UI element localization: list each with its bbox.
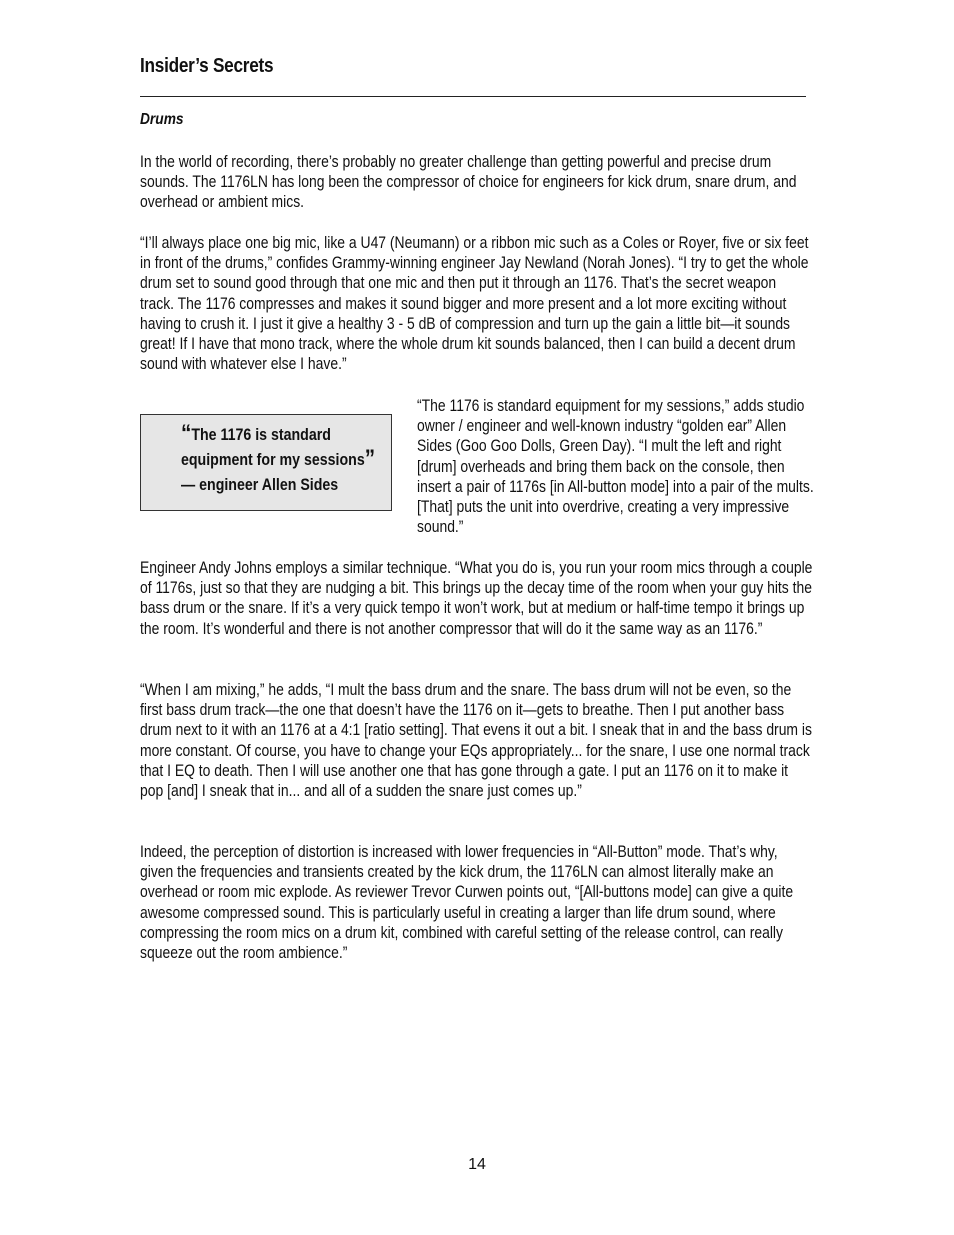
body-paragraph-all-button-mode: Indeed, the perception of distortion is increased with lower frequencies in “All-Button” mode. That’s why, given the frequencies and transients created by the kick drum, the 1176LN can almost literally make an overhead or room mic explode. As reviewer Trevor Curwen points out, “[All-buttons mode] can give a quite awesome compressed sound. This is particularly useful in creating a larger than life drum sound, where compressing the room mics on a drum kit, combined with careful setting of the release control, can really squeeze out the room ambience.” (140, 843, 794, 963)
pull-quote-line-1: “The 1176 is standard (181, 420, 331, 447)
body-paragraph-mixing-quote: “When I am mixing,” he adds, “I mult the bass drum and the snare. The bass drum will not be even, so the first bass drum track—the one that doesn’t have the 1176 on it—gets to breathe. Then I put another bass drum next to it with an 1176 at a 4:1 [ratio setting]. That evens it out a bit. I sneak that in and the bass drum is more constant. Of course, you have to change your EQs appropriately... for the snare, I use one normal track that I EQ to death. Then I will use another one that has gone through a gate. I put an 1176 on it to make it pop [and] I sneak that in... and all of a sudden the snare just comes up.” (140, 681, 812, 801)
body-paragraph-andy-johns-quote: Engineer Andy Johns employs a similar technique. “What you do is, you run your room mics through a couple of 1176s, just so that they are nudging a bit. This brings up the decay time of the room when your guy hits the bass drum or the snare. If it’s a very quick tempo it won’t work, but at medium or half-time tempo it brings up the room. It’s wonderful and there is not another compressor that will do it the same way as an 1176.” (140, 559, 813, 638)
close-quote-mark: ” (364, 445, 376, 472)
section-heading: Drums (140, 111, 184, 128)
pull-quote-line-2: equipment for my sessions” (181, 445, 376, 472)
body-paragraph-intro: In the world of recording, there’s probably no greater challenge than getting powerful and precise drum sounds. The 1176LN has long been the compressor of choice for engineers for kick drum, snare drum, and overhead or ambient mics. (140, 153, 797, 212)
body-paragraph-jay-newland-quote: “I’ll always place one big mic, like a U47 (Neumann) or a ribbon mic such as a Coles or Royer, five or six feet in front of the drums,” confides Grammy-winning engineer Jay Newland (Norah Jones). “I try to get the whole drum set to sound good through that one mic and then put it through an 1176. That’s the secret weapon track. The 1176 compresses and makes it sound bigger and more present and a lot more exciting without having to crush it. I just it give a healthy 3 - 5 dB of compression and turn up the gain a little bit—it sounds great! If I have that mono track, where the whole drum kit sounds balanced, then I can build a decent drum sound with whatever else I have.” (140, 234, 809, 374)
pull-quote-text (181, 420, 387, 498)
open-quote-mark: “ (181, 420, 192, 447)
body-paragraph-allen-sides-quote: “The 1176 is standard equipment for my sessions,” adds studio owner / engineer and well-known industry “golden ear” Allen Sides (Goo Goo Dolls, Green Day). “I mult the left and right [drum] overheads and bring them back on the console, then insert a pair of 1176s [in All-button mode] into a pair of the mults. [That] puts the unit into overdrive, creating a very impressive sound.” (417, 397, 814, 537)
page-number: 14 (468, 1156, 486, 1173)
header-divider (140, 96, 806, 97)
running-header-title: Insider’s Secrets (140, 55, 274, 77)
pull-quote-box (140, 414, 392, 511)
pull-quote-attribution: — engineer Allen Sides (181, 476, 339, 494)
